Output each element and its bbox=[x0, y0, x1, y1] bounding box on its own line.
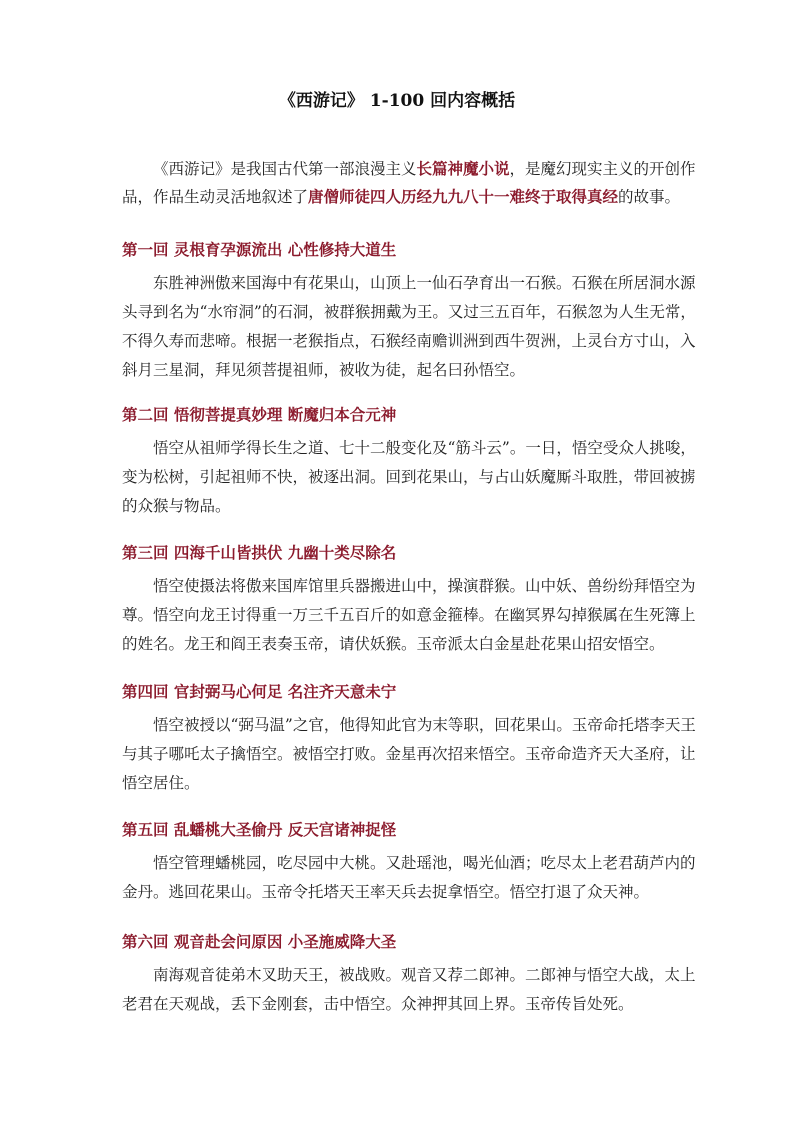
chapter-title: 第五回 乱蟠桃大圣偷丹 反天宫诸神捉怪 bbox=[122, 820, 397, 839]
chapter-summary: 悟空从祖师学得长生之道、七十二般变化及“筋斗云”。一日，悟空受众人挑唆，变为松树，引起祖师不快，被逐出洞。回到花果山，与占山妖魔厮斗取胜，带回被掳的众猴与物品。 bbox=[122, 439, 696, 515]
chapter-title: 第四回 官封弼马心何足 名注齐天意未宁 bbox=[122, 682, 397, 701]
chapter-6 bbox=[122, 931, 702, 1019]
chapter-summary: 悟空被授以“弼马温”之官，他得知此官为末等职，回花果山。玉帝命托塔李天王与其子哪吒太子擒悟空。被悟空打败。金星再次招来悟空。玉帝命造齐天大圣府，让悟空居住。 bbox=[122, 716, 696, 792]
chapter-title: 第二回 悟彻菩提真妙理 断魔归本合元神 bbox=[122, 405, 397, 424]
chapter-4 bbox=[122, 681, 702, 798]
chapter-summary: 悟空使摄法将傲来国库馆里兵器搬进山中，操演群猴。山中妖、兽纷纷拜悟空为尊。悟空向龙王讨得重一万三千五百斤的如意金箍棒。在幽冥界勾掉猴属在生死簿上的姓名。龙王和阎王表奏玉帝，请伏妖猴。玉帝派太白金星赴花果山招安悟空。 bbox=[122, 577, 696, 653]
chapter-title: 第三回 四海千山皆拱伏 九幽十类尽除名 bbox=[122, 543, 397, 562]
intro-text-3: 的故事。 bbox=[618, 188, 681, 206]
chapter-5 bbox=[122, 819, 702, 907]
chapter-3 bbox=[122, 542, 702, 659]
chapter-1 bbox=[122, 239, 702, 385]
chapter-2 bbox=[122, 404, 702, 521]
intro-text-2: ，是魔幻现实主义的开创作品，作品生动灵活地叙述了 bbox=[122, 160, 696, 206]
chapter-title: 第一回 灵根育孕源流出 心性修持大道生 bbox=[122, 240, 397, 259]
intro-highlight-genre: 长篇神魔小说 bbox=[416, 159, 510, 178]
chapter-summary: 南海观音徒弟木叉助天王，被战败。观音又荐二郎神。二郎神与悟空大战，太上老君在天观战，丢下金刚套，击中悟空。众神押其回上界。玉帝传旨处死。 bbox=[122, 966, 696, 1013]
document-title: 《西游记》 1-100 回内容概括 bbox=[278, 91, 516, 111]
chapter-title: 第六回 观音赴会问原因 小圣施威降大圣 bbox=[122, 932, 397, 951]
intro-paragraph bbox=[122, 155, 702, 211]
intro-text-1: 《西游记》是我国古代第一部浪漫主义 bbox=[153, 160, 417, 178]
intro-highlight-story: 唐僧师徒四人历经九九八十一难终于取得真经 bbox=[308, 187, 619, 206]
chapter-summary: 悟空管理蟠桃园，吃尽园中大桃。又赴瑶池，喝光仙酒；吃尽太上老君葫芦内的金丹。逃回花果山。玉帝令托塔天王率天兵去捉拿悟空。悟空打退了众天神。 bbox=[122, 854, 696, 901]
chapter-summary: 东胜神洲傲来国海中有花果山，山顶上一仙石孕育出一石猴。石猴在所居洞水源头寻到名为“水帘洞”的石洞，被群猴拥戴为王。又过三五百年，石猴忽为人生无常，不得久寿而悲啼。根据一老猴指点，石猴经南赡训洲到西牛贺洲，上灵台方寸山，入斜月三星洞，拜见须菩提祖师，被收为徒，起名曰孙悟空。 bbox=[122, 274, 696, 379]
